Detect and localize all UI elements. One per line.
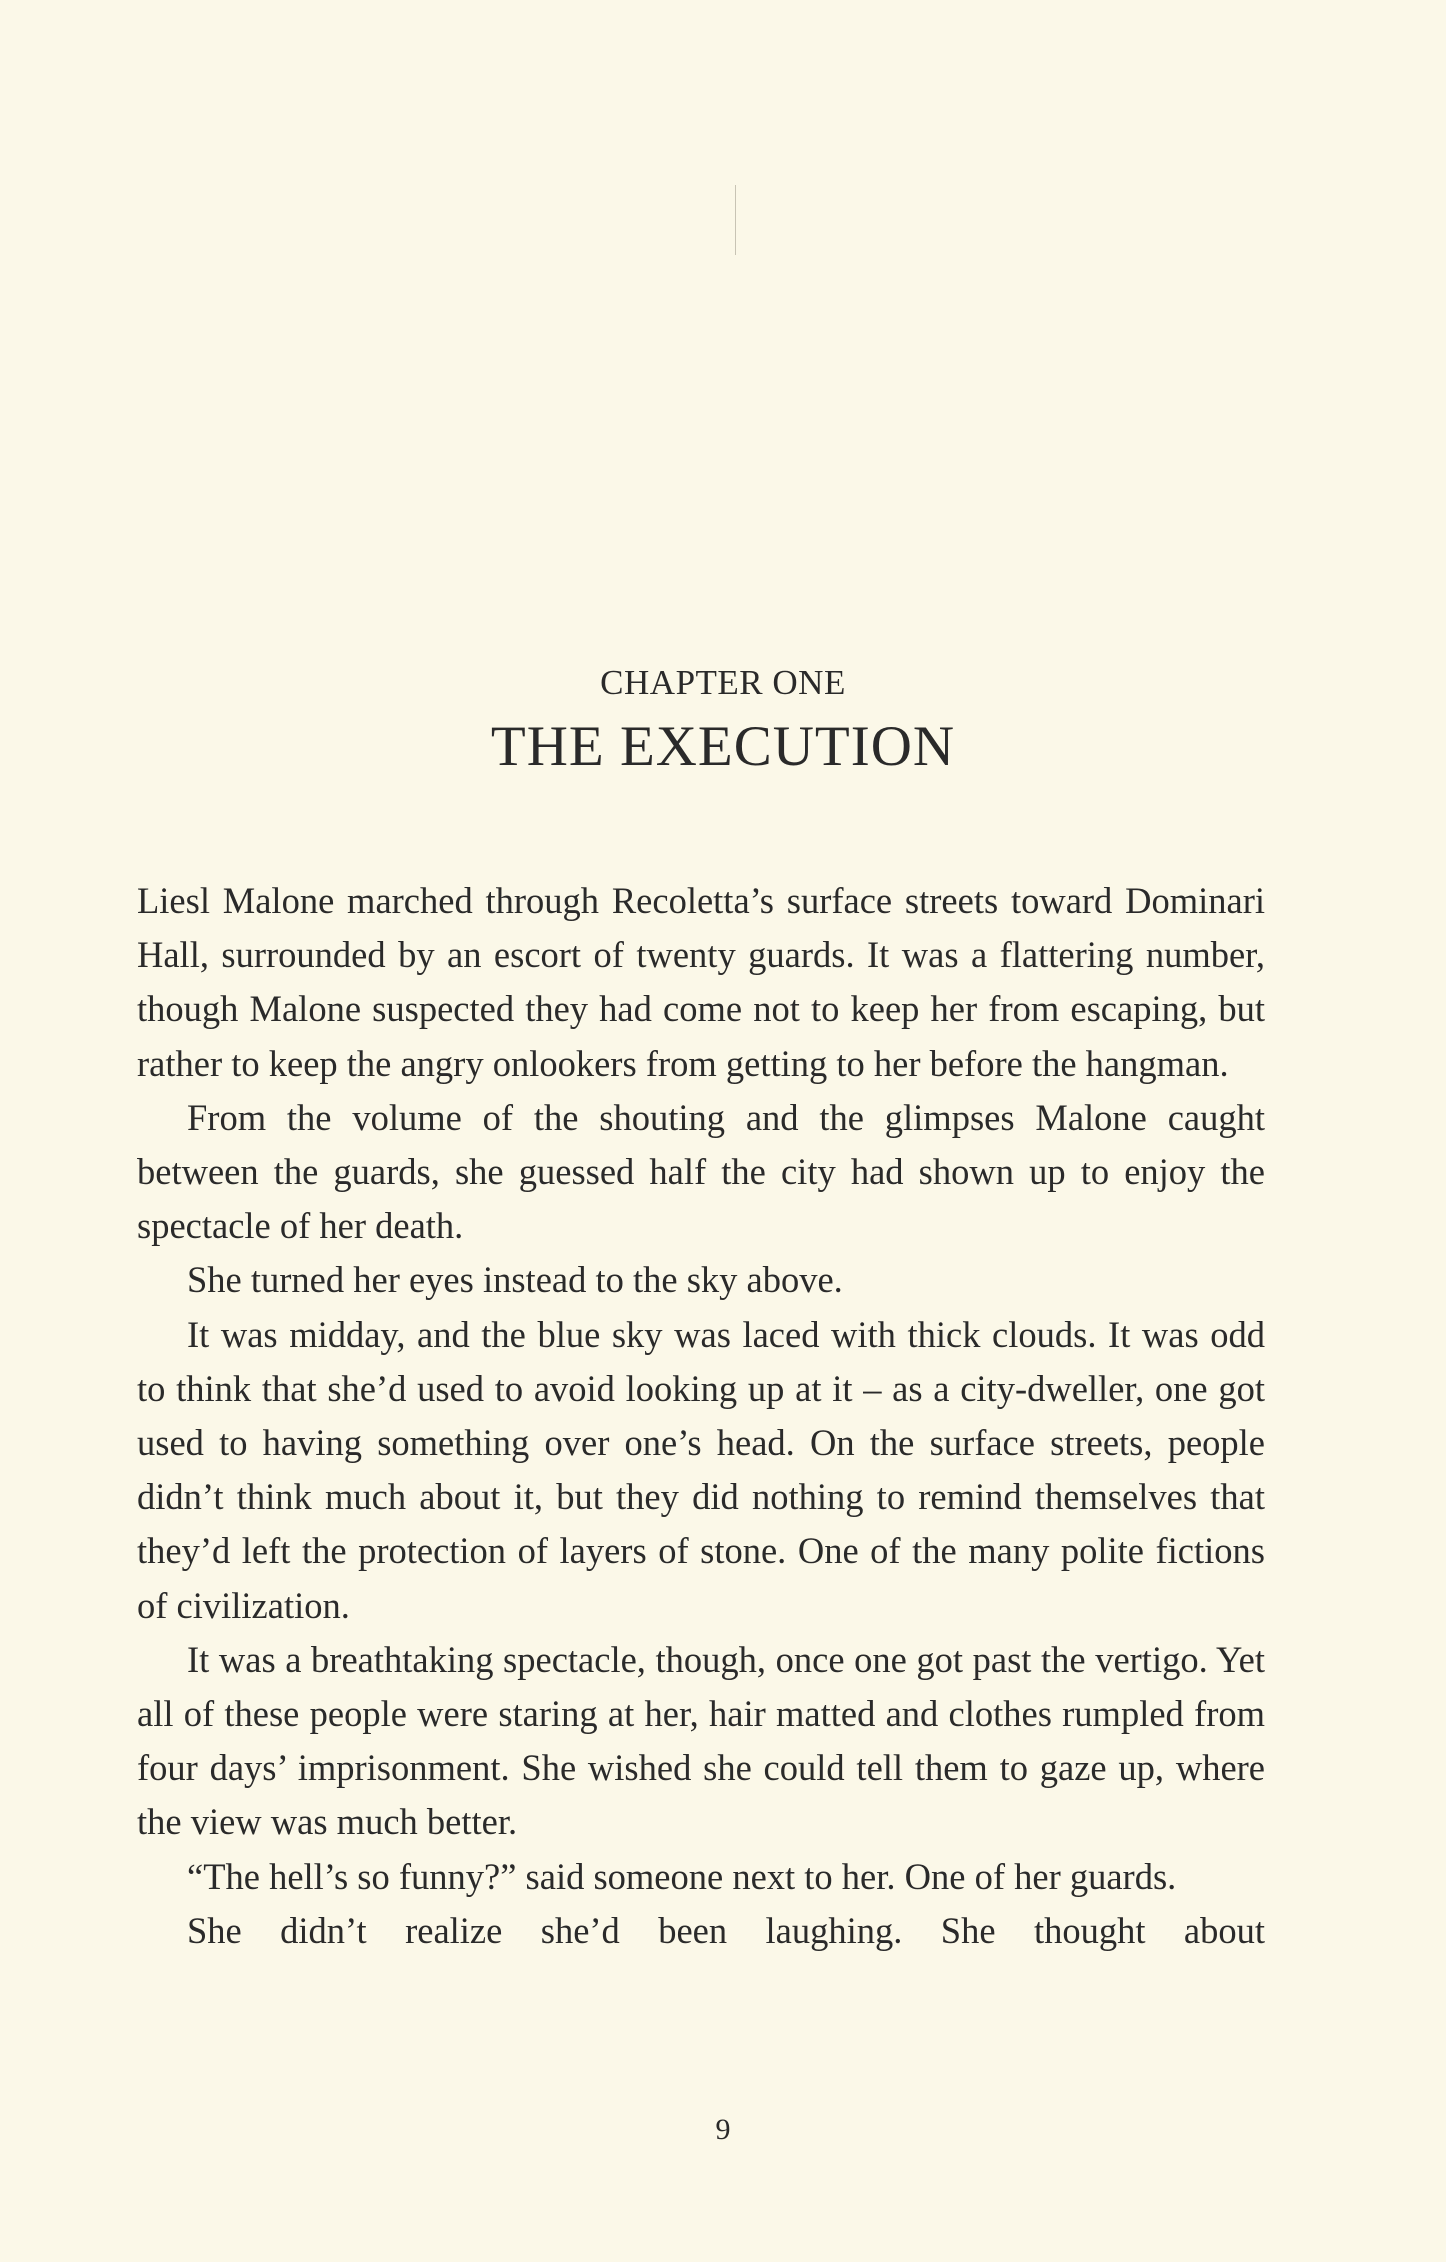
paragraph: “The hell’s so funny?” said someone next to her. One of her guards. (187, 1855, 1177, 1897)
paragraph: It was midday, and the blue sky was laced with thick clouds. It was odd to think that she’d used to avoid looking up at it – as a city-dweller, one got used to having something over one’s head. On the surface streets, people didn’t think much about it, but they did nothing to remind themselves that they’d left the protection of layers of stone. One of the many polite fictions of civilization. (137, 1313, 1265, 1626)
chapter-label: CHAPTER ONE (600, 663, 846, 702)
paragraph: She didn’t realize she’d been laughing. She thought about (187, 1909, 1265, 1951)
paragraph: From the volume of the shouting and the glimpses Malone caught between the guards, she guessed half the city had shown up to enjoy the spectacle of her death. (137, 1096, 1265, 1247)
page-number: 9 (715, 2113, 731, 2146)
paragraph: She turned her eyes instead to the sky above. (187, 1259, 843, 1301)
paragraph: Liesl Malone marched through Recoletta’s surface streets toward Dominari Hall, surrounded by an escort of twenty guards. It was a flattering number, though Malone suspected they had come not to keep her from escaping, but rather to keep the angry onlookers from getting to her before the hangman. (137, 880, 1265, 1084)
paragraph: It was a breathtaking spectacle, though, once one got past the vertigo. Yet all of these people were staring at her, hair matted and clothes rumpled from four days’ imprisonment. She wished she could tell them to gaze up, where the view was much better. (137, 1638, 1265, 1843)
chapter-body (137, 874, 1265, 1958)
scan-artifact (735, 185, 736, 255)
chapter-title: THE EXECUTION (490, 715, 956, 778)
